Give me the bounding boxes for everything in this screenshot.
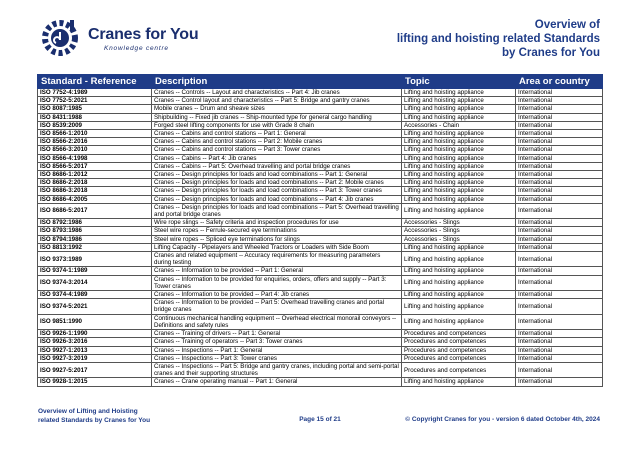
cell-description: Cranes -- Training of operators -- Part 3: Tower cranes (152, 338, 402, 346)
cell-topic: Procedures and competences (402, 346, 516, 354)
cell-area-or-country: International (516, 252, 603, 267)
cell-description: Cranes -- Information to be provided -- Part 1: General (152, 267, 402, 275)
cell-topic: Lifting and hoisting appliance (402, 97, 516, 105)
table-row (38, 291, 603, 299)
cell-area-or-country: International (516, 97, 603, 105)
cell-topic: Lifting and hoisting appliance (402, 252, 516, 267)
cell-description: Cranes -- Design principles for loads and load combinations -- Part 2: Mobile cranes (152, 179, 402, 187)
cell-description: Cranes -- Design principles for loads and load combinations -- Part 3: Tower cranes (152, 187, 402, 195)
table-row (38, 299, 603, 314)
title-line-2: lifting and hoisting related Standards (396, 33, 600, 45)
footer-left-line-1: Overview of Lifting and Hoisting (38, 408, 138, 415)
cell-standard-reference: ISO 8686-3:2018 (38, 187, 152, 195)
cell-area-or-country: International (516, 330, 603, 338)
page-number: Page 15 of 21 (299, 416, 341, 423)
header-description: Description (152, 75, 402, 89)
cell-area-or-country: International (516, 314, 603, 329)
cell-area-or-country: International (516, 354, 603, 362)
cell-description: Lifting Capacity - Pipelayers and Wheeled Tractors or Loaders with Side Boom (152, 243, 402, 251)
table-row (38, 203, 603, 218)
cell-standard-reference: ISO 8566-5:2017 (38, 162, 152, 170)
cell-topic: Procedures and competences (402, 330, 516, 338)
cell-topic: Lifting and hoisting appliance (402, 203, 516, 218)
copyright-notice: © Copyright Cranes for you - version 6 dated October 4th, 2024 (405, 416, 600, 423)
cell-description: Wire rope slings -- Safety criteria and inspection procedures for use (152, 219, 402, 227)
cell-area-or-country: International (516, 187, 603, 195)
table-row (38, 146, 603, 154)
cell-area-or-country: International (516, 275, 603, 290)
cell-standard-reference: ISO 8686-5:2017 (38, 203, 152, 218)
cell-topic: Lifting and hoisting appliance (402, 89, 516, 97)
cell-area-or-country: International (516, 179, 603, 187)
document-title (340, 18, 600, 60)
cell-standard-reference: ISO 8792:1986 (38, 219, 152, 227)
table-row (38, 235, 603, 243)
cell-standard-reference: ISO 8539:2009 (38, 121, 152, 129)
cell-topic: Lifting and hoisting appliance (402, 195, 516, 203)
cell-description: Cranes -- Information to be provided -- Part 5: Overhead travelling cranes and portal bridge cranes (152, 299, 402, 314)
cell-topic: Lifting and hoisting appliance (402, 187, 516, 195)
cell-area-or-country: International (516, 362, 603, 377)
table-row (38, 346, 603, 354)
cell-area-or-country: International (516, 299, 603, 314)
title-line-1: Overview of (534, 19, 600, 31)
cell-topic: Procedures and competences (402, 354, 516, 362)
logo-name: Cranes for You (88, 26, 199, 43)
cell-standard-reference: ISO 8686-4:2005 (38, 195, 152, 203)
cell-topic: Accessories - Slings (402, 219, 516, 227)
table-row (38, 187, 603, 195)
table-row (38, 195, 603, 203)
cell-standard-reference: ISO 9374-3:2014 (38, 275, 152, 290)
cell-description: Cranes -- Crane operating manual -- Part 1: General (152, 378, 402, 386)
cell-description: Continuous mechanical handling equipment -- Overhead electrical monorail conveyors -- Definitions and safety rules (152, 314, 402, 329)
cell-description: Cranes -- Control layout and characteristics -- Part 5: Bridge and gantry cranes (152, 97, 402, 105)
cell-area-or-country: International (516, 243, 603, 251)
cell-standard-reference: ISO 8566-3:2010 (38, 146, 152, 154)
cell-standard-reference: ISO 8566-2:2016 (38, 138, 152, 146)
cell-topic: Procedures and competences (402, 338, 516, 346)
cell-description: Cranes -- Inspections -- Part 5: Bridge and gantry cranes, including portal and semi-portal cranes and their supporting structures (152, 362, 402, 377)
cell-topic: Lifting and hoisting appliance (402, 291, 516, 299)
cell-topic: Lifting and hoisting appliance (402, 171, 516, 179)
table-row (38, 354, 603, 362)
cell-area-or-country: International (516, 130, 603, 138)
cell-description: Cranes -- Cabins and control stations -- Part 2: Mobile cranes (152, 138, 402, 146)
cell-description: Steel wire ropes -- Spliced eye terminations for slings (152, 235, 402, 243)
cell-area-or-country: International (516, 146, 603, 154)
table-row (38, 219, 603, 227)
table-body (38, 89, 603, 387)
cell-standard-reference: ISO 8686-1:2012 (38, 171, 152, 179)
cell-standard-reference: ISO 9373:1989 (38, 252, 152, 267)
table-row (38, 89, 603, 97)
cell-area-or-country: International (516, 203, 603, 218)
table-row (38, 314, 603, 329)
cell-description: Cranes -- Controls -- Layout and characteristics -- Part 4: Jib cranes (152, 89, 402, 97)
table-row (38, 171, 603, 179)
company-logo (40, 14, 210, 64)
cell-description: Cranes -- Design principles for loads and load combinations -- Part 4: Jib cranes (152, 195, 402, 203)
cell-area-or-country: International (516, 227, 603, 235)
cell-description: Cranes -- Design principles for loads and load combinations -- Part 5: Overhead travelling and portal bridge cranes (152, 203, 402, 218)
standards-table (37, 74, 603, 387)
cell-description: Steel wire ropes -- Ferrule-secured eye terminations (152, 227, 402, 235)
cell-description: Cranes -- Information to be provided -- Part 4: Jib cranes (152, 291, 402, 299)
cell-standard-reference: ISO 8087:1985 (38, 105, 152, 113)
cell-standard-reference: ISO 8794:1986 (38, 235, 152, 243)
cell-topic: Lifting and hoisting appliance (402, 275, 516, 290)
cell-area-or-country: International (516, 105, 603, 113)
cell-area-or-country: International (516, 219, 603, 227)
header-topic: Topic (402, 75, 516, 89)
cell-area-or-country: International (516, 195, 603, 203)
cell-area-or-country: International (516, 235, 603, 243)
cell-standard-reference: ISO 8431:1988 (38, 113, 152, 121)
footer-document-name (38, 408, 150, 425)
table-row (38, 227, 603, 235)
table-row (38, 138, 603, 146)
cell-area-or-country: International (516, 162, 603, 170)
cell-standard-reference: ISO 9374-1:1989 (38, 267, 152, 275)
cell-topic: Lifting and hoisting appliance (402, 130, 516, 138)
cell-topic: Lifting and hoisting appliance (402, 154, 516, 162)
cell-description: Cranes -- Inspections -- Part 3: Tower cranes (152, 354, 402, 362)
cell-description: Shipbuilding -- Fixed jib cranes -- Ship-mounted type for general cargo handling (152, 113, 402, 121)
cell-standard-reference: ISO 8793:1986 (38, 227, 152, 235)
cell-standard-reference: ISO 9928-1:2015 (38, 378, 152, 386)
cell-area-or-country: International (516, 346, 603, 354)
cell-area-or-country: International (516, 113, 603, 121)
cell-topic: Lifting and hoisting appliance (402, 113, 516, 121)
table-row (38, 130, 603, 138)
table-row (38, 378, 603, 386)
cell-standard-reference: ISO 8566-4:1998 (38, 154, 152, 162)
cell-description: Cranes -- Cabins -- Part 4: Jib cranes (152, 154, 402, 162)
cell-standard-reference: ISO 9851:1990 (38, 314, 152, 329)
cell-topic: Lifting and hoisting appliance (402, 267, 516, 275)
cell-topic: Procedures and competences (402, 362, 516, 377)
cell-standard-reference: ISO 9926-1:1990 (38, 330, 152, 338)
cell-standard-reference: ISO 7752-5:2021 (38, 97, 152, 105)
cell-standard-reference: ISO 7752-4:1989 (38, 89, 152, 97)
cell-area-or-country: International (516, 378, 603, 386)
cell-area-or-country: International (516, 138, 603, 146)
cell-standard-reference: ISO 9927-3:2019 (38, 354, 152, 362)
cell-topic: Lifting and hoisting appliance (402, 138, 516, 146)
cell-standard-reference: ISO 8813:1992 (38, 243, 152, 251)
cell-description: Cranes -- Cabins and control stations -- Part 1: General (152, 130, 402, 138)
cell-standard-reference: ISO 9374-4:1989 (38, 291, 152, 299)
cell-topic: Lifting and hoisting appliance (402, 378, 516, 386)
cell-description: Mobile cranes -- Drum and sheave sizes (152, 105, 402, 113)
cell-standard-reference: ISO 8686-2:2018 (38, 179, 152, 187)
cell-description: Cranes -- Training of drivers -- Part 1: General (152, 330, 402, 338)
table-row (38, 97, 603, 105)
cell-topic: Lifting and hoisting appliance (402, 146, 516, 154)
cell-topic: Lifting and hoisting appliance (402, 299, 516, 314)
cell-topic: Lifting and hoisting appliance (402, 243, 516, 251)
table-row (38, 113, 603, 121)
table-row (38, 121, 603, 129)
cell-area-or-country: International (516, 171, 603, 179)
cell-topic: Accessories - Slings (402, 227, 516, 235)
table-row (38, 252, 603, 267)
crane-hook-logo-icon (40, 14, 90, 64)
cell-description: Cranes -- Information to be provided for enquiries, orders, offers and supply -- Part 3: Tower cranes (152, 275, 402, 290)
table-row (38, 275, 603, 290)
header-area-or-country: Area or country (516, 75, 603, 89)
cell-area-or-country: International (516, 89, 603, 97)
header-standard-reference: Standard - Reference (38, 75, 152, 89)
cell-topic: Lifting and hoisting appliance (402, 162, 516, 170)
cell-area-or-country: International (516, 121, 603, 129)
cell-description: Cranes -- Cabins -- Part 5: Overhead travelling and portal bridge cranes (152, 162, 402, 170)
cell-standard-reference: ISO 9927-1:2013 (38, 346, 152, 354)
table-row (38, 267, 603, 275)
cell-topic: Accessories - Slings (402, 235, 516, 243)
table-row (38, 154, 603, 162)
cell-area-or-country: International (516, 154, 603, 162)
table-row (38, 179, 603, 187)
table-row (38, 162, 603, 170)
cell-topic: Lifting and hoisting appliance (402, 179, 516, 187)
cell-topic: Lifting and hoisting appliance (402, 105, 516, 113)
cell-standard-reference: ISO 9927-5:2017 (38, 362, 152, 377)
cell-description: Cranes and related equipment -- Accuracy requirements for measuring parameters during testing (152, 252, 402, 267)
cell-description: Cranes -- Design principles for loads and load combinations -- Part 1: General (152, 171, 402, 179)
title-line-3: by Cranes for You (502, 47, 600, 59)
cell-area-or-country: International (516, 291, 603, 299)
cell-area-or-country: International (516, 267, 603, 275)
footer-left-line-2: related Standards by Cranes for You (38, 416, 151, 424)
table-row (38, 330, 603, 338)
table-row (38, 362, 603, 377)
logo-tagline: Knowledge centre (104, 45, 169, 52)
cell-description: Cranes -- Cabins and control stations -- Part 3: Tower cranes (152, 146, 402, 154)
table-row (38, 105, 603, 113)
cell-topic: Lifting and hoisting appliance (402, 314, 516, 329)
table-row (38, 338, 603, 346)
cell-standard-reference: ISO 9374-5:2021 (38, 299, 152, 314)
cell-standard-reference: ISO 8566-1:2010 (38, 130, 152, 138)
table-header-row (38, 75, 603, 89)
cell-description: Forged steel lifting components for use with Grade 8 chain (152, 121, 402, 129)
cell-area-or-country: International (516, 338, 603, 346)
cell-standard-reference: ISO 9926-3:2016 (38, 338, 152, 346)
cell-description: Cranes -- Inspections -- Part 1: General (152, 346, 402, 354)
cell-topic: Accessories - Chain (402, 121, 516, 129)
table-row (38, 243, 603, 251)
